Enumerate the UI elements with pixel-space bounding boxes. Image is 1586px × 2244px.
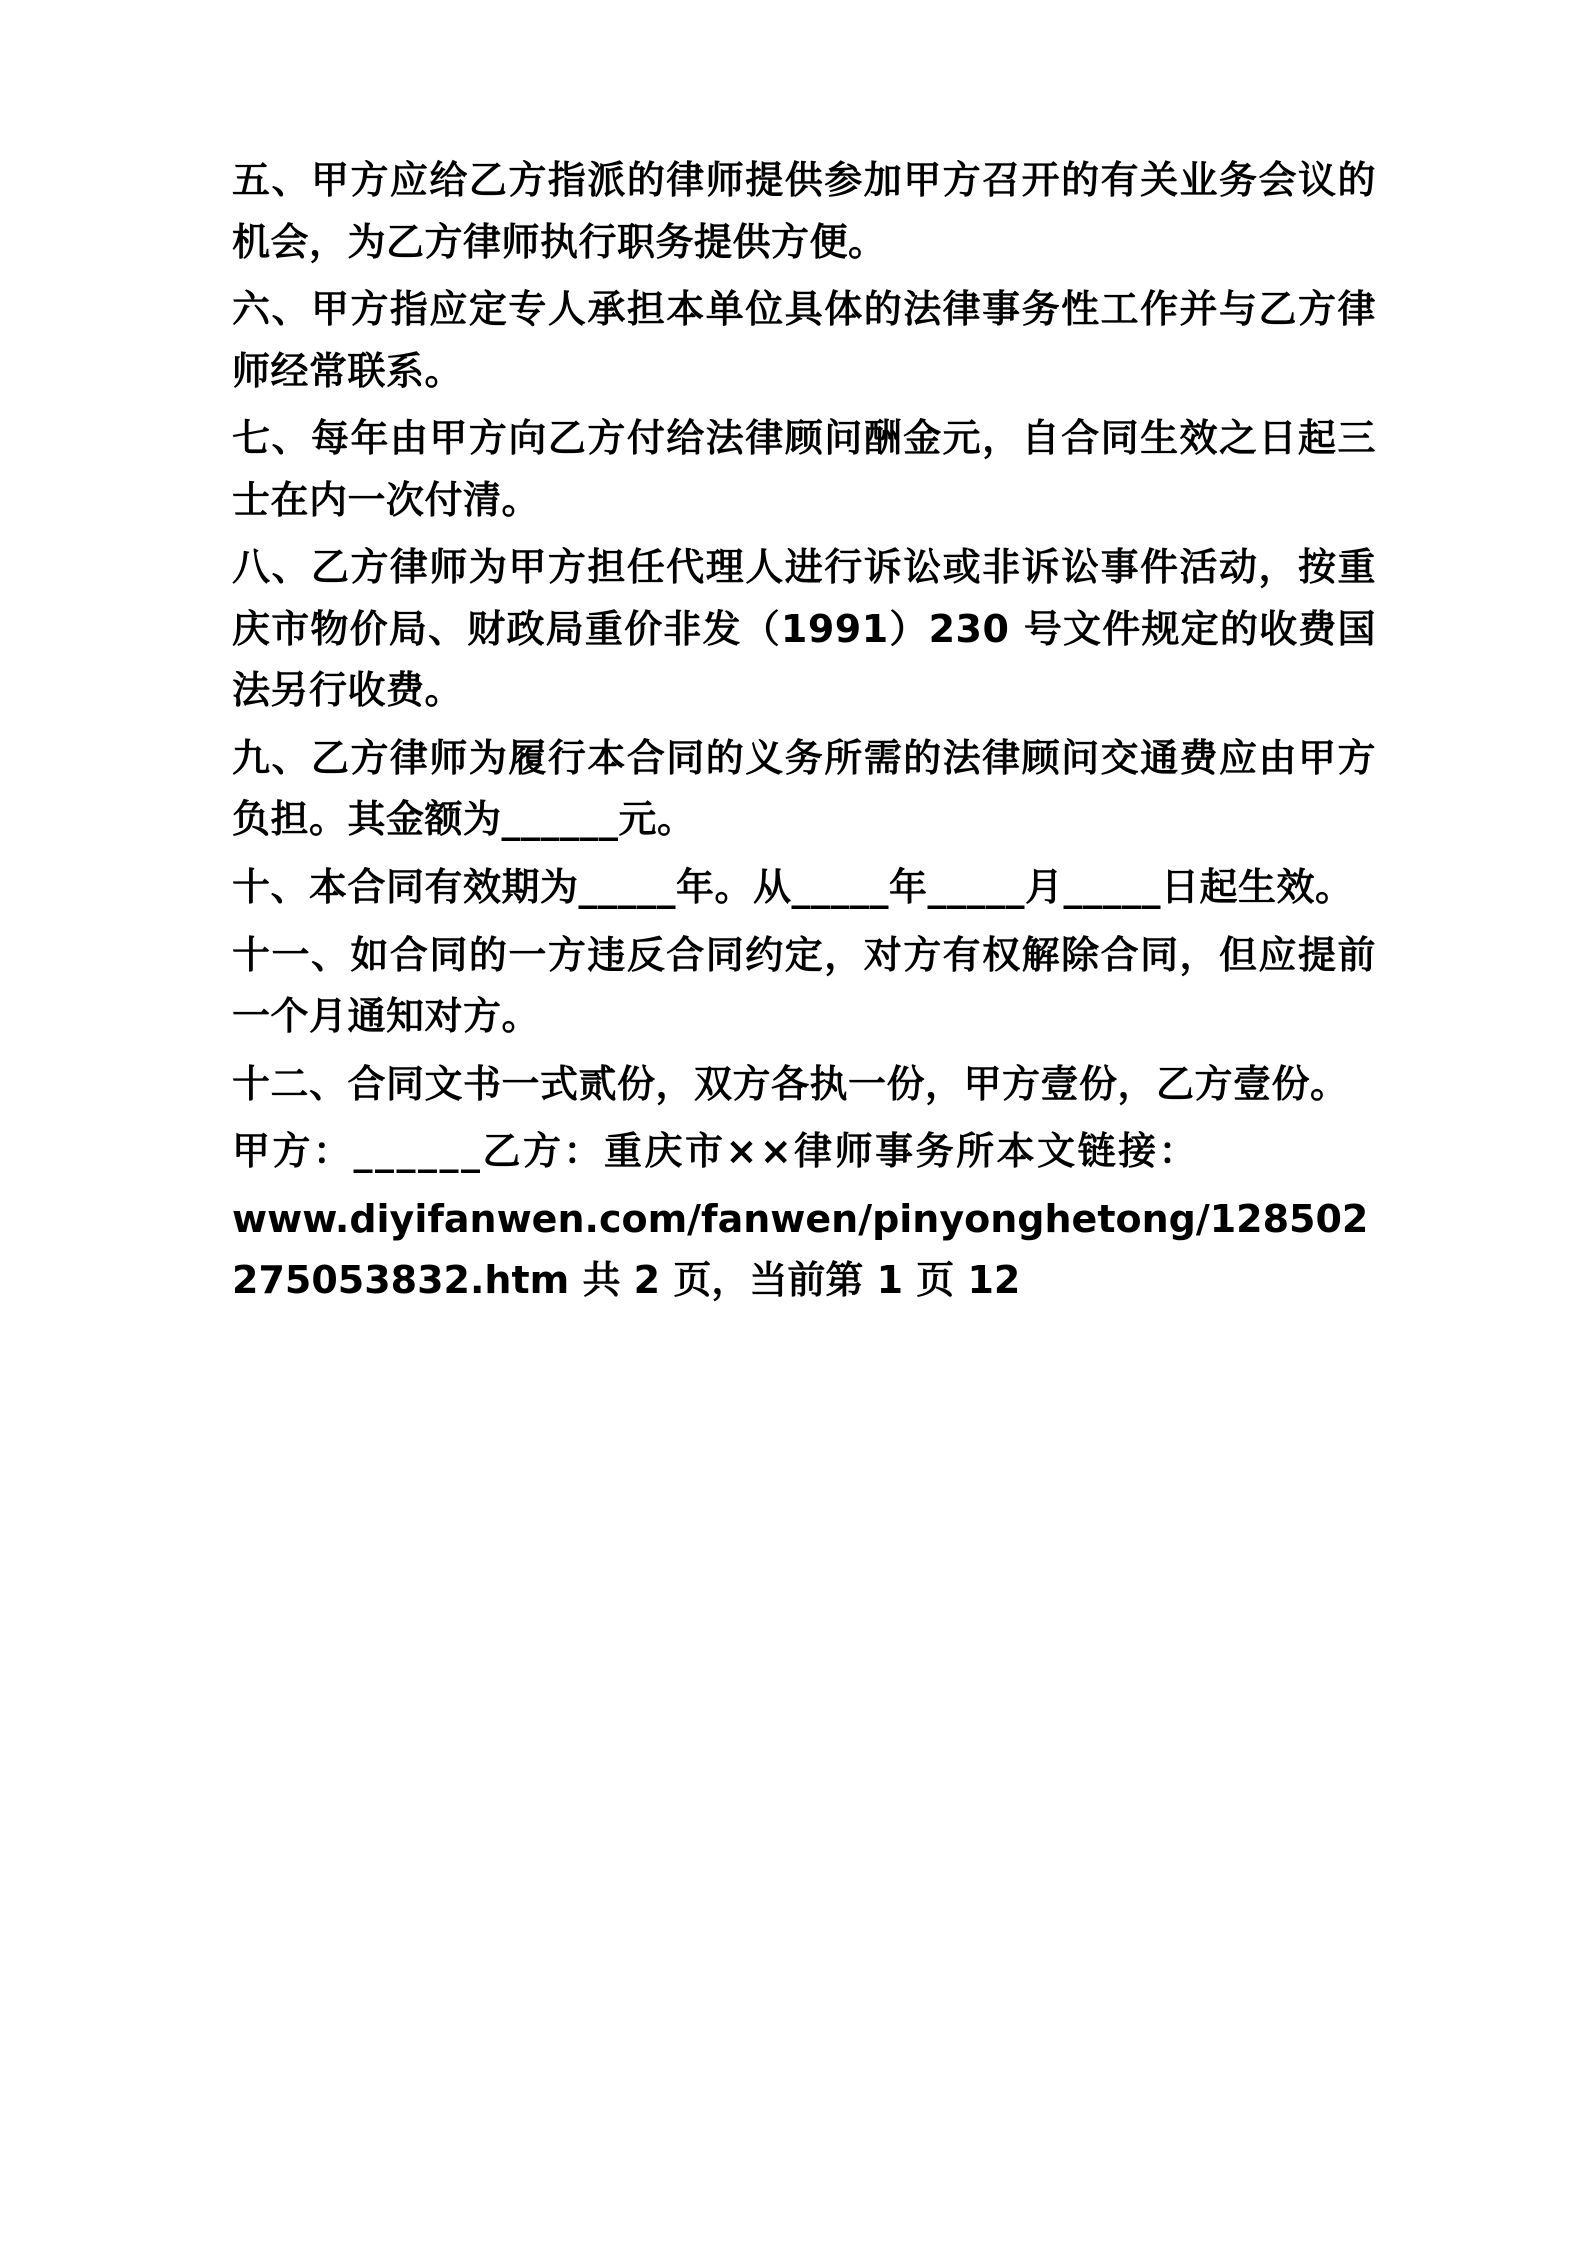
paragraph-clause-10: 十、本合同有效期为_____年。从_____年_____月_____日起生效。	[232, 865, 1354, 910]
paragraph-signature-line: 甲方：______乙方：重庆市××律师事务所本文链接：	[232, 1129, 1200, 1174]
paragraph-clause-7: 七、每年由甲方向乙方付给法律顾问酬金元，自合同生效之日起三士在内一次付清。	[232, 416, 1376, 522]
paragraph-clause-6: 六、甲方指应定专人承担本单位具体的法律事务性工作并与乙方律师经常联系。	[232, 287, 1376, 393]
paragraph-clause-8: 八、乙方律师为甲方担任代理人进行诉讼或非诉讼事件活动，按重庆市物价局、财政局重价非发（1991）230 号文件规定的收费国法另行收费。	[232, 545, 1376, 713]
paragraph-clause-12: 十二、合同文书一式贰份，双方各执一份，甲方壹份，乙方壹份。	[232, 1061, 1349, 1106]
paragraph-clause-5: 五、甲方应给乙方指派的律师提供参加甲方召开的有关业务会议的机会，为乙方律师执行职务提供方便。	[232, 158, 1376, 264]
paragraph-clause-11: 十一、如合同的一方违反合同约定，对方有权解除合同，但应提前一个月通知对方。	[232, 932, 1376, 1039]
paragraph-clause-9: 九、乙方律师为履行本合同的义务所需的法律顾问交通费应由甲方负担。其金额为______元。	[232, 735, 1376, 842]
paragraph-source-link: www.diyifanwen.com/fanwen/pinyonghetong/128502275053832.htm 共 2 页，当前第 1 页 12	[232, 1196, 1369, 1303]
document-body	[232, 150, 1376, 1312]
